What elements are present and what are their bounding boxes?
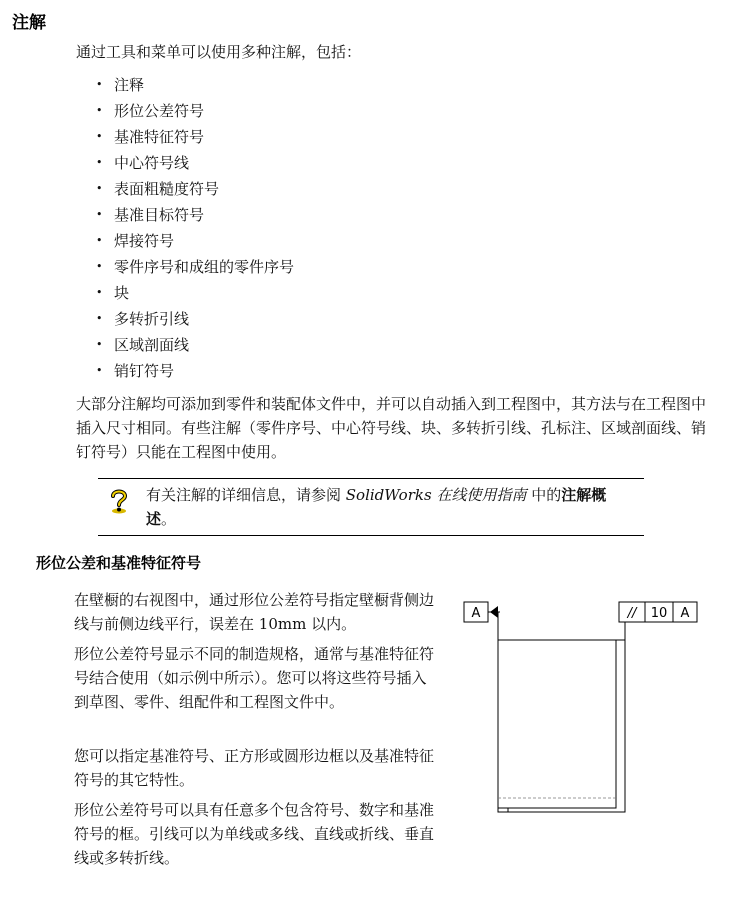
tolerance-value: 10 <box>650 606 668 621</box>
section-title-gdt: 形位公差和基准特征符号 <box>36 554 202 572</box>
note-text: 有关注解的详细信息，请参阅 SolidWorks 在线使用指南 中的注解概述。 <box>146 486 607 528</box>
list-item: • 多转折引线 <box>96 310 190 328</box>
fcf-datum-reference: A <box>680 606 690 621</box>
list-item: • 基准特征符号 <box>96 128 205 146</box>
gdt-paragraph-4: 形位公差符号可以具有任意多个包含符号、数字和基准符号的框。引线可以为单线或多线、直线或折线、垂直线或多转折线。 <box>74 801 435 867</box>
cabinet-side-panel <box>498 640 616 808</box>
list-item: • 零件序号和成组的零件序号 <box>96 258 295 276</box>
section-title-annotations: 注解 <box>12 13 46 33</box>
cabinet-back-panel <box>498 640 625 812</box>
list-item: • 焊接符号 <box>96 232 175 250</box>
gdt-paragraph-1: 在壁橱的右视图中，通过形位公差符号指定壁橱背侧边线与前侧边线平行，误差在 10mm 以内。 <box>74 591 435 633</box>
note-box <box>98 478 644 536</box>
parallelism-symbol: // <box>627 606 637 621</box>
question-mark-icon <box>108 488 130 514</box>
list-item: • 注释 <box>96 76 145 94</box>
annotation-list <box>96 72 294 384</box>
list-item: • 基准目标符号 <box>96 206 205 224</box>
gdt-paragraph-2: 形位公差符号显示不同的制造规格，通常与基准特征符号结合使用（如示例中所示）。您可以将这些符号插入到草图、零件、组配件和工程图文件中。 <box>74 645 435 711</box>
annotations-paragraph: 大部分注解均可添加到零件和装配体文件中，并可以自动插入到工程图中，其方法与在工程图中插入尺寸相同。有些注解（零件序号、中心符号线、块、多转折引线、孔标注、区域剖面线、销钉符号）只能在工程图中使用。 <box>76 395 707 461</box>
guide-reference: SolidWorks 在线使用指南 <box>345 486 527 504</box>
gdt-paragraph-3: 您可以指定基准符号、正方形或圆形边框以及基准特征符号的其它特性。 <box>74 747 435 789</box>
list-item: • 形位公差符号 <box>96 102 205 120</box>
cabinet-right-view-figure <box>460 596 710 826</box>
intro-text: 通过工具和菜单可以使用多种注解，包括： <box>76 43 362 61</box>
datum-label: A <box>471 606 481 621</box>
list-item: • 块 <box>96 284 130 302</box>
topic-reference: 注解概述 <box>146 486 607 528</box>
list-item: • 区域剖面线 <box>96 336 190 354</box>
list-item: • 表面粗糙度符号 <box>96 180 220 198</box>
list-item: • 销钉符号 <box>96 362 175 380</box>
list-item: • 中心符号线 <box>96 154 190 172</box>
datum-triangle <box>490 606 498 618</box>
